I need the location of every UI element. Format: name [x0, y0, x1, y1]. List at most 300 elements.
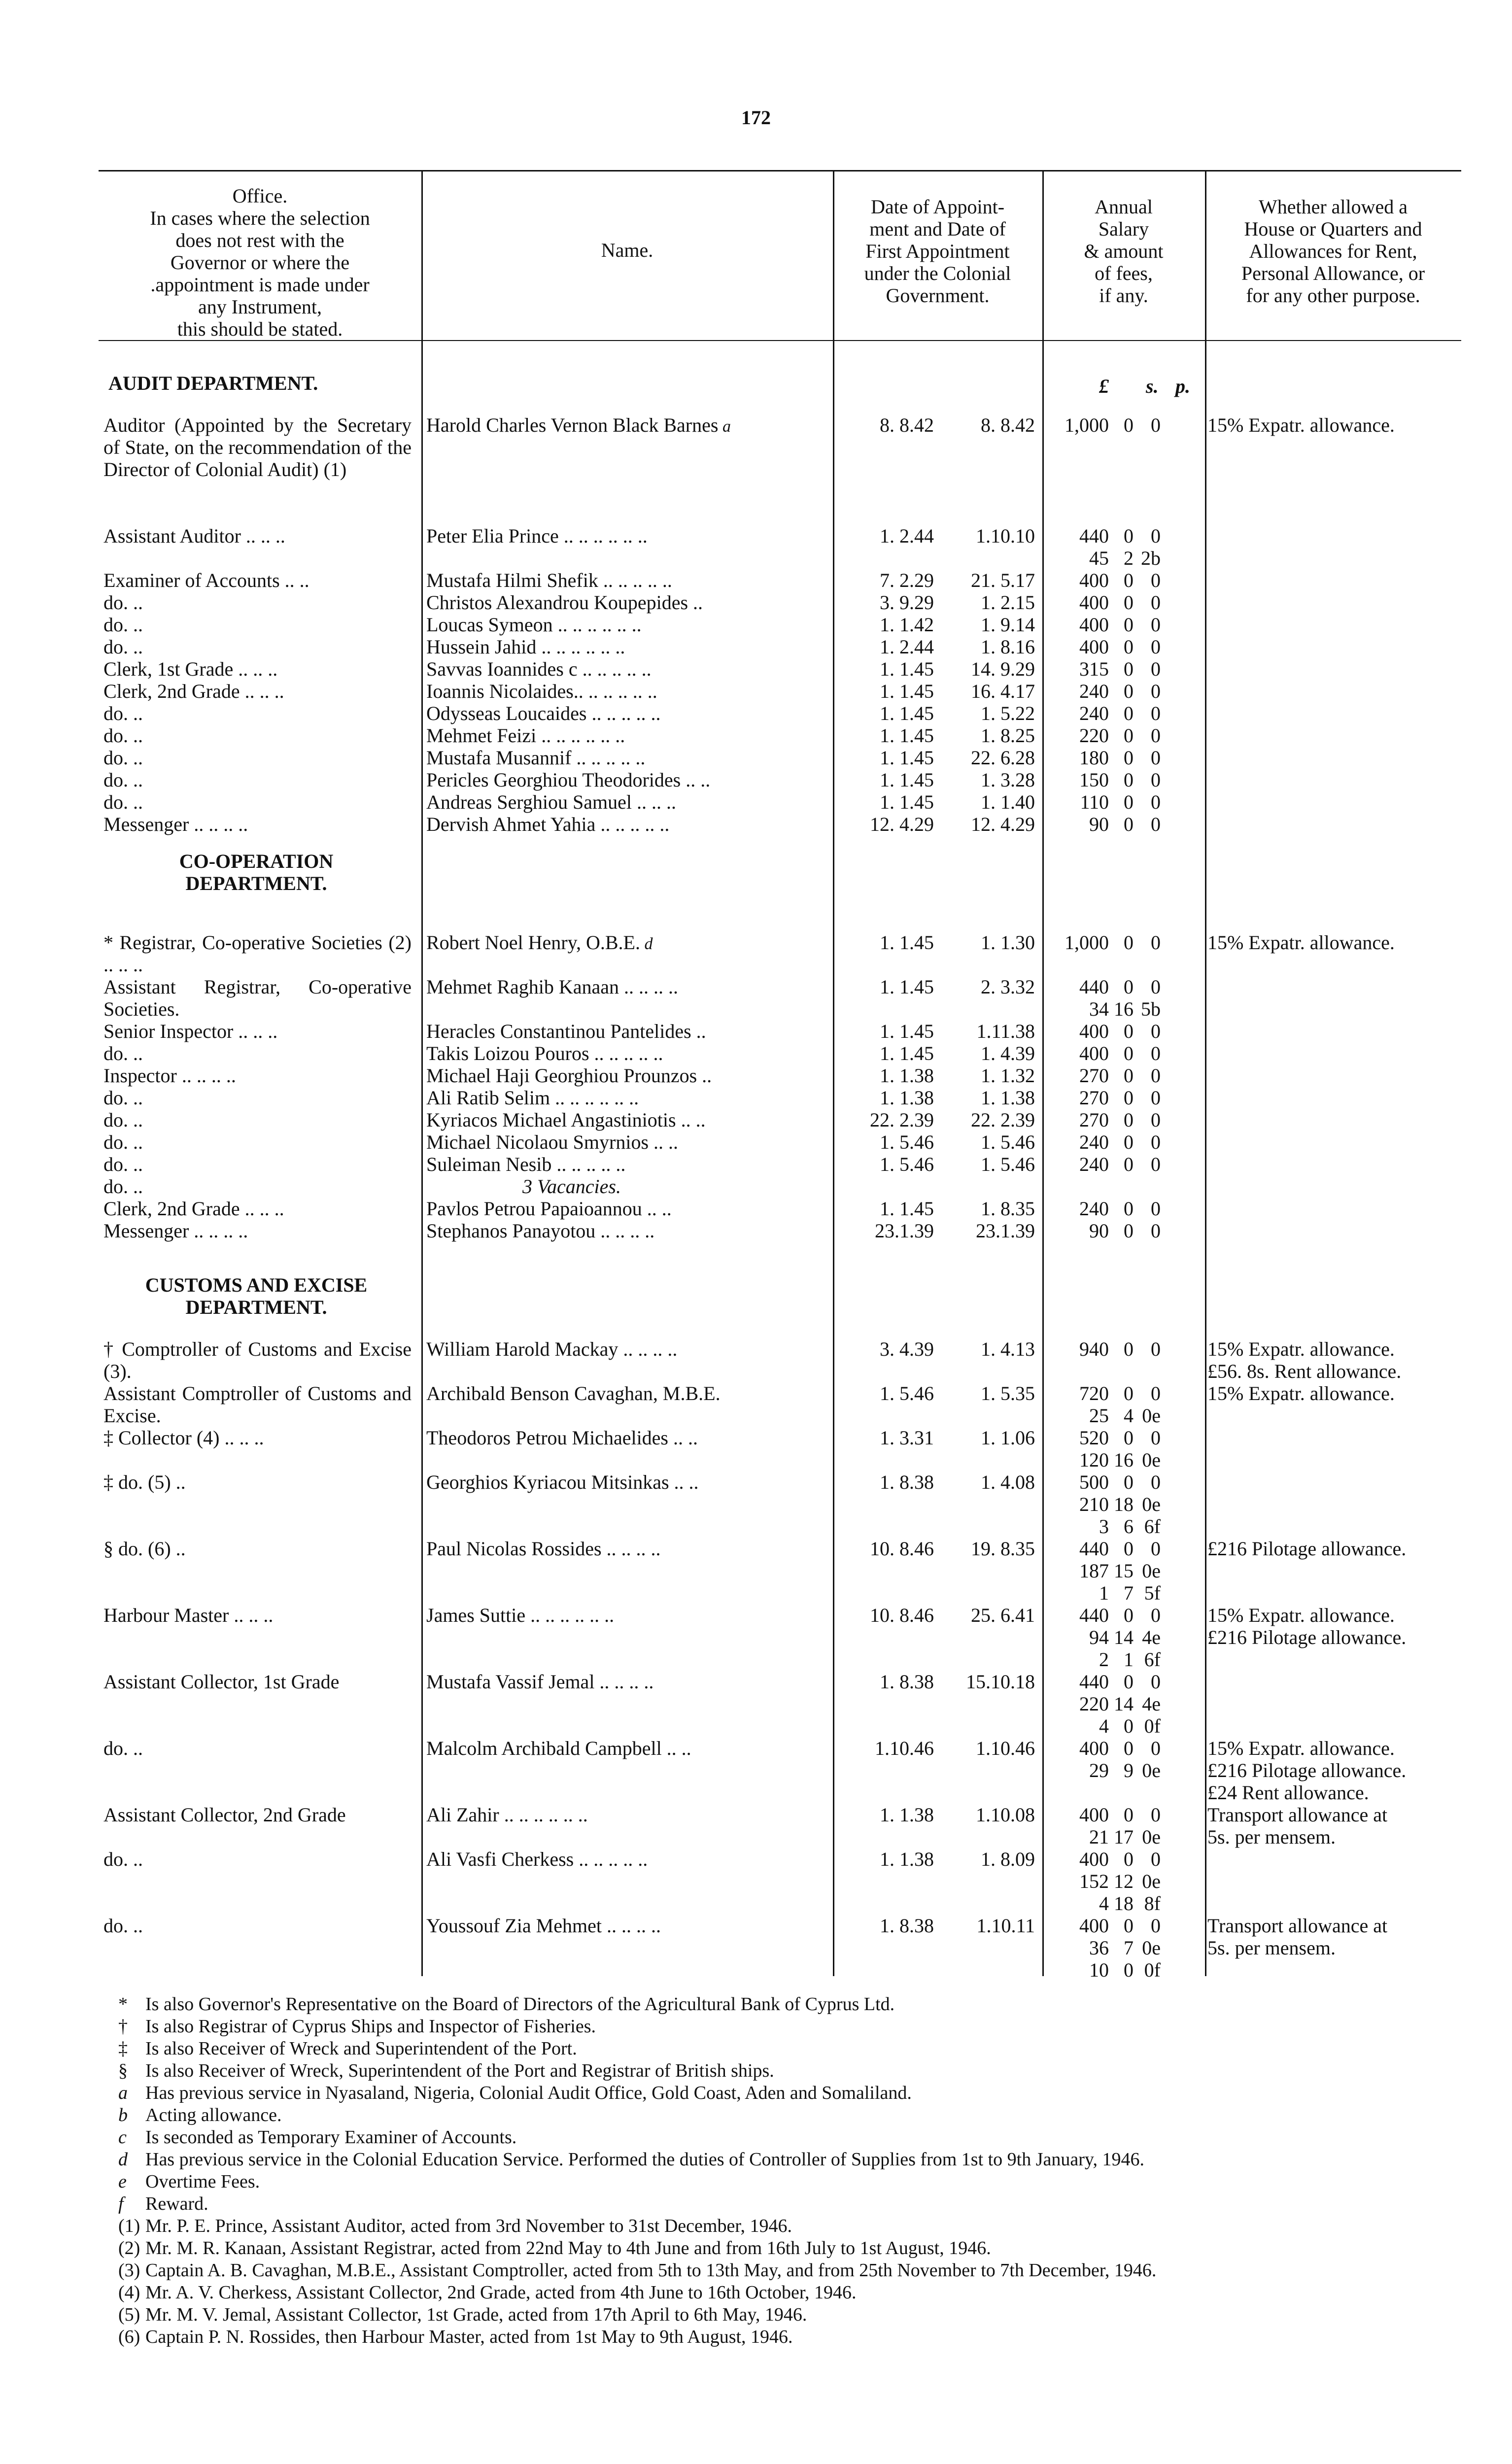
salary-pounds: 152	[1079, 1870, 1109, 1892]
salary-pounds: 270	[1079, 1064, 1109, 1087]
salary-cell	[1040, 1153, 1242, 1175]
salary-pe: 0	[1151, 614, 1161, 636]
salary-sh: 0	[1124, 1198, 1134, 1220]
footnote-text: Captain A. B. Cavaghan, M.B.E., Assistant Comptroller, acted from 5th to 13th May, and from 25th November to 7th December, 1946.	[145, 2260, 1157, 2281]
first-appointment-date-cell: 12. 4.29	[971, 813, 1035, 835]
allowance-line: 15% Expatr. allowance.	[1207, 1338, 1395, 1360]
salary-cell	[1040, 1087, 1242, 1109]
salary-sh: 14	[1114, 1693, 1134, 1715]
salary-pe: 0	[1151, 1737, 1161, 1759]
salary-pounds: 220	[1079, 724, 1109, 747]
appointment-date-cell: 1. 1.38	[880, 1087, 934, 1109]
footnote-marker: d	[118, 2149, 128, 2170]
first-appointment-date-cell: 1. 3.28	[981, 769, 1035, 791]
name-cell: Pericles Georghiou Theodorides .. ..	[426, 769, 711, 791]
allowance-cell	[1207, 1804, 1459, 1848]
salary-pounds: 240	[1079, 680, 1109, 702]
salary-pe: 0	[1151, 1915, 1161, 1937]
footnote-text: Is also Receiver of Wreck, Superintendent of the Port and Registrar of British ships.	[145, 2060, 774, 2081]
salary-pounds: 400	[1079, 569, 1109, 591]
first-appointment-date-cell: 1.10.46	[976, 1737, 1035, 1759]
salary-pe: 5b	[1141, 998, 1161, 1020]
salary-pe: 0	[1151, 1604, 1161, 1626]
appointment-date-cell: 1. 1.45	[880, 791, 934, 813]
salary-line	[1040, 813, 1242, 835]
footnote	[118, 2171, 1464, 2193]
office-cell: do. ..	[103, 724, 143, 747]
salary-pe: 0	[1151, 569, 1161, 591]
header-salary-line: of fees,	[1095, 262, 1153, 284]
salary-line	[1040, 1493, 1242, 1515]
office-cell: Assistant Registrar, Co-operative Societies.	[103, 976, 412, 1020]
appointment-date-cell: 10. 8.46	[870, 1604, 934, 1626]
header-dates-line: under the Colonial	[864, 262, 1011, 284]
footnote-marker: ‡	[118, 2038, 128, 2059]
office-cell: Assistant Collector, 1st Grade	[103, 1671, 340, 1693]
name-cell: Mustafa Musannif .. .. .. .. ..	[426, 747, 646, 769]
footnote-text: Mr. A. V. Cherkess, Assistant Collector, 2nd Grade, acted from 4th June to 16th October, 1946.	[145, 2282, 857, 2303]
appointment-date-cell: 1. 1.45	[880, 658, 934, 680]
salary-line	[1040, 658, 1242, 680]
salary-cell	[1040, 813, 1242, 835]
appointment-date-cell: 12. 4.29	[870, 813, 934, 835]
department-heading-audit	[108, 372, 404, 394]
salary-pe: 0	[1151, 1109, 1161, 1131]
salary-sh: 0	[1124, 658, 1134, 680]
office-cell: do. ..	[103, 1131, 143, 1153]
salary-sh: 14	[1114, 1626, 1134, 1648]
salary-pe: 0	[1151, 931, 1161, 954]
salary-pounds: 34	[1089, 998, 1109, 1020]
salary-pe: 0	[1151, 791, 1161, 813]
currency-pence: p.	[1175, 375, 1190, 397]
office-cell: Inspector .. .. .. ..	[103, 1064, 236, 1087]
staff-table	[99, 170, 1461, 1981]
footnote-text: Is also Receiver of Wreck and Superintendent of the Port.	[145, 2038, 577, 2059]
footnote-marker: (5)	[118, 2304, 140, 2325]
allowance-line: 15% Expatr. allowance.	[1207, 1382, 1395, 1404]
header-dates-line: First Appointment	[865, 240, 1010, 262]
salary-sh: 0	[1124, 702, 1134, 724]
footnote-marker: e	[118, 2171, 127, 2192]
salary-pe: 0e	[1142, 1560, 1161, 1582]
name-cell: Ali Zahir .. .. .. .. .. ..	[426, 1804, 588, 1826]
salary-pounds: 240	[1079, 1153, 1109, 1175]
appointment-date-cell: 1. 8.38	[880, 1471, 934, 1493]
office-cell: do. ..	[103, 1915, 143, 1937]
footnote-text: Is seconded as Temporary Examiner of Accounts.	[145, 2127, 517, 2148]
first-appointment-date-cell: 16. 4.17	[971, 680, 1035, 702]
first-appointment-date-cell: 1. 5.46	[981, 1153, 1035, 1175]
office-cell: Clerk, 1st Grade .. .. ..	[103, 658, 278, 680]
salary-sh: 0	[1124, 976, 1134, 998]
header-office-line: .appointment is made under	[150, 274, 370, 296]
salary-pounds: 440	[1079, 1604, 1109, 1626]
appointment-date-cell: 1. 1.45	[880, 769, 934, 791]
first-appointment-date-cell: 1. 1.32	[981, 1064, 1035, 1087]
first-appointment-date-cell: 1. 8.09	[981, 1848, 1035, 1870]
salary-pe: 0	[1151, 658, 1161, 680]
salary-line	[1040, 976, 1242, 998]
name-cell: Ali Vasfi Cherkess .. .. .. .. ..	[426, 1848, 648, 1870]
salary-pounds: 400	[1079, 1804, 1109, 1826]
salary-pe: 0e	[1142, 1937, 1161, 1959]
salary-pe: 0	[1151, 976, 1161, 998]
footnote-text: Overtime Fees.	[145, 2171, 260, 2192]
appointment-date-cell: 1. 1.45	[880, 680, 934, 702]
salary-pounds: 940	[1079, 1338, 1109, 1360]
header-salary-line: & amount	[1084, 240, 1164, 262]
name-cell: Mehmet Feizi .. .. .. .. .. ..	[426, 724, 625, 747]
salary-sh: 16	[1114, 998, 1134, 1020]
office-cell: ‡ do. (5) ..	[103, 1471, 186, 1493]
first-appointment-date-cell: 1.10.10	[976, 525, 1035, 547]
allowance-cell	[1207, 1538, 1459, 1560]
salary-pounds: 150	[1079, 769, 1109, 791]
currency-shillings: s.	[1146, 375, 1159, 397]
header-allowance-line: House or Quarters and	[1244, 218, 1422, 240]
allowance-cell	[1207, 931, 1459, 954]
salary-cell	[1040, 680, 1242, 702]
salary-cell	[1040, 1471, 1242, 1538]
salary-line	[1040, 1153, 1242, 1175]
salary-pounds: 270	[1079, 1109, 1109, 1131]
office-cell: Assistant Auditor .. .. ..	[103, 525, 285, 547]
first-appointment-date-cell: 1. 8.35	[981, 1198, 1035, 1220]
salary-sh: 0	[1124, 636, 1134, 658]
header-salary-line: if any.	[1099, 284, 1148, 307]
salary-cell	[1040, 658, 1242, 680]
salary-sh: 7	[1124, 1937, 1134, 1959]
office-cell: do. ..	[103, 591, 143, 614]
salary-line	[1040, 1404, 1242, 1427]
header-name-text: Name.	[601, 239, 653, 261]
footnote-text: Is also Governor's Representative on the Board of Directors of the Agricultural Bank of Cyprus Ltd.	[145, 1994, 895, 2015]
office-cell: do. ..	[103, 1737, 143, 1759]
allowance-cell	[1207, 414, 1459, 436]
salary-pounds: 400	[1079, 591, 1109, 614]
name-cell: Mustafa Vassif Jemal .. .. .. ..	[426, 1671, 654, 1693]
salary-cell	[1040, 1064, 1242, 1087]
salary-pounds: 210	[1079, 1493, 1109, 1515]
salary-line	[1040, 1648, 1242, 1671]
salary-pe: 0	[1151, 1671, 1161, 1693]
office-cell: do. ..	[103, 1042, 143, 1064]
salary-pounds: 4	[1099, 1715, 1109, 1737]
appointment-date-cell: 1. 1.45	[880, 976, 934, 998]
footnote-text: Mr. P. E. Prince, Assistant Auditor, acted from 3rd November to 31st December, 1946.	[145, 2216, 792, 2236]
salary-pe: 0	[1151, 680, 1161, 702]
name-cell: Heracles Constantinou Pantelides ..	[426, 1020, 706, 1042]
salary-pounds: 90	[1089, 813, 1109, 835]
salary-sh: 0	[1124, 1737, 1134, 1759]
first-appointment-date-cell: 1.11.38	[976, 1020, 1035, 1042]
appointment-date-cell: 1. 8.38	[880, 1915, 934, 1937]
first-appointment-date-cell: 1. 4.08	[981, 1471, 1035, 1493]
salary-line	[1040, 569, 1242, 591]
first-appointment-date-cell: 1. 8.25	[981, 724, 1035, 747]
appointment-date-cell: 1. 1.38	[880, 1804, 934, 1826]
salary-pounds: 1,000	[1065, 931, 1109, 954]
salary-sh: 0	[1124, 769, 1134, 791]
office-cell: do. ..	[103, 636, 143, 658]
allowance-cell	[1207, 1737, 1459, 1804]
allowance-line: 5s. per mensem.	[1207, 1826, 1336, 1848]
salary-sh: 0	[1124, 1427, 1134, 1449]
office-cell: do. ..	[103, 791, 143, 813]
salary-line	[1040, 1959, 1242, 1981]
appointment-date-cell: 3. 4.39	[880, 1338, 934, 1360]
office-cell: Senior Inspector .. .. ..	[103, 1020, 278, 1042]
salary-sh: 0	[1124, 747, 1134, 769]
salary-line	[1040, 1870, 1242, 1892]
allowance-line: 15% Expatr. allowance.	[1207, 1737, 1395, 1759]
office-cell: do. ..	[103, 1848, 143, 1870]
salary-sh: 0	[1124, 1604, 1134, 1626]
salary-cell	[1040, 636, 1242, 658]
office-cell: Assistant Comptroller of Customs and Excise.	[103, 1382, 412, 1427]
salary-cell	[1040, 1671, 1242, 1737]
first-appointment-date-cell: 22. 6.28	[971, 747, 1035, 769]
salary-pe: 0	[1151, 1087, 1161, 1109]
salary-line	[1040, 1471, 1242, 1493]
salary-pe: 0	[1151, 702, 1161, 724]
office-cell: do. ..	[103, 614, 143, 636]
appointment-date-cell: 1. 1.45	[880, 931, 934, 954]
name-cell: Pavlos Petrou Papaioannou .. ..	[426, 1198, 672, 1220]
allowance-cell	[1207, 1604, 1459, 1648]
salary-sh: 0	[1124, 1338, 1134, 1360]
first-appointment-date-cell: 1. 5.46	[981, 1131, 1035, 1153]
salary-line	[1040, 1198, 1242, 1220]
salary-pe: 0	[1151, 813, 1161, 835]
allowance-cell	[1207, 1338, 1459, 1382]
salary-pe: 0f	[1144, 1715, 1161, 1737]
department-heading-line: CO-OPERATION	[179, 850, 334, 872]
salary-pe: 0e	[1142, 1404, 1161, 1427]
salary-pounds: 400	[1079, 1020, 1109, 1042]
office-cell: Auditor (Appointed by the Secretary of State, on the recommendation of the Director of Colonial Audit) (1)	[103, 414, 412, 480]
appointment-date-cell: 1. 2.44	[880, 636, 934, 658]
header-office-line: Governor or where the	[170, 251, 350, 274]
appointment-date-cell: 1. 2.44	[880, 525, 934, 547]
salary-sh: 17	[1114, 1826, 1134, 1848]
salary-sh: 0	[1124, 1915, 1134, 1937]
footnote-marker: §	[118, 2060, 128, 2081]
salary-line	[1040, 724, 1242, 747]
salary-pounds: 440	[1079, 1538, 1109, 1560]
allowance-line: 15% Expatr. allowance.	[1207, 931, 1395, 954]
office-cell: * Registrar, Co-operative Societies (2) .. .. ..	[103, 931, 412, 976]
salary-sh: 0	[1124, 614, 1134, 636]
footnote	[118, 2259, 1464, 2282]
appointment-date-cell: 1. 1.45	[880, 724, 934, 747]
name-cell: Paul Nicolas Rossides .. .. .. ..	[426, 1538, 661, 1560]
salary-line	[1040, 680, 1242, 702]
first-appointment-date-cell: 1. 5.22	[981, 702, 1035, 724]
salary-cell	[1040, 1198, 1242, 1220]
salary-pe: 0	[1151, 1131, 1161, 1153]
salary-sh: 0	[1124, 1959, 1134, 1981]
appointment-date-cell: 1. 1.45	[880, 702, 934, 724]
name-cell: Mehmet Raghib Kanaan .. .. .. ..	[426, 976, 678, 998]
first-appointment-date-cell: 14. 9.29	[971, 658, 1035, 680]
footnote-marker: *	[118, 1994, 128, 2015]
salary-sh: 9	[1124, 1759, 1134, 1781]
salary-pe: 0e	[1142, 1759, 1161, 1781]
salary-pe: 0	[1151, 636, 1161, 658]
header-office-line: does not rest with the	[175, 229, 344, 251]
salary-pounds: 1	[1099, 1582, 1109, 1604]
allowance-line: £216 Pilotage allowance.	[1207, 1759, 1407, 1781]
salary-pe: 4e	[1142, 1626, 1161, 1648]
header-office-line: any Instrument,	[198, 296, 322, 318]
salary-pe: 0	[1151, 1220, 1161, 1242]
footnote-text: Acting allowance.	[145, 2105, 282, 2125]
office-cell: Assistant Collector, 2nd Grade	[103, 1804, 346, 1826]
salary-cell	[1040, 1427, 1242, 1471]
footnote-mark: d	[640, 935, 653, 953]
footnote-marker: (1)	[118, 2216, 140, 2236]
salary-cell	[1040, 569, 1242, 591]
salary-sh: 0	[1124, 1715, 1134, 1737]
footnote-text: Reward.	[145, 2193, 208, 2214]
appointment-date-cell: 1.10.46	[875, 1737, 934, 1759]
salary-sh: 7	[1124, 1582, 1134, 1604]
appointment-date-cell: 1. 1.45	[880, 1020, 934, 1042]
salary-pe: 0	[1151, 1848, 1161, 1870]
salary-cell	[1040, 702, 1242, 724]
office-cell: do. ..	[103, 1153, 143, 1175]
name-cell: Mustafa Hilmi Shefik .. .. .. .. ..	[426, 569, 672, 591]
salary-pe: 0	[1151, 724, 1161, 747]
office-cell: do. ..	[103, 1087, 143, 1109]
salary-pe: 0	[1151, 1198, 1161, 1220]
footnote	[118, 2193, 1464, 2215]
appointment-date-cell: 1. 1.45	[880, 747, 934, 769]
footnote	[118, 2038, 1464, 2060]
salary-line	[1040, 614, 1242, 636]
name-cell: Ali Ratib Selim .. .. .. .. .. ..	[426, 1087, 639, 1109]
footnote	[118, 2215, 1464, 2237]
first-appointment-date-cell: 1. 2.15	[981, 591, 1035, 614]
footnote-marker: (6)	[118, 2327, 140, 2347]
salary-sh: 1	[1124, 1648, 1134, 1671]
footnote-marker: (3)	[118, 2260, 140, 2281]
salary-cell	[1040, 791, 1242, 813]
allowance-line: £56. 8s. Rent allowance.	[1207, 1360, 1402, 1382]
salary-pounds: 400	[1079, 1042, 1109, 1064]
first-appointment-date-cell: 1. 9.14	[981, 614, 1035, 636]
name-cell: Kyriacos Michael Angastiniotis .. ..	[426, 1109, 706, 1131]
first-appointment-date-cell: 2. 3.32	[981, 976, 1035, 998]
salary-pe: 5f	[1144, 1582, 1161, 1604]
department-heading-cooperation	[108, 850, 404, 894]
office-cell: do. ..	[103, 769, 143, 791]
allowance-cell	[1207, 1382, 1459, 1404]
footnote	[118, 2237, 1464, 2259]
footnote	[118, 2326, 1464, 2348]
salary-sh: 0	[1124, 1020, 1134, 1042]
salary-cell	[1040, 1109, 1242, 1131]
footnote-marker: (4)	[118, 2282, 140, 2303]
appointment-date-cell: 1. 1.45	[880, 1042, 934, 1064]
column-divider	[833, 170, 834, 1976]
office-cell: do. ..	[103, 747, 143, 769]
salary-line	[1040, 1515, 1242, 1538]
appointment-date-cell: 1. 8.38	[880, 1671, 934, 1693]
salary-line	[1040, 1582, 1242, 1604]
footnote	[118, 2104, 1464, 2126]
salary-pe: 0	[1151, 414, 1161, 436]
footnote-marker: f	[118, 2193, 124, 2214]
name-cell: William Harold Mackay .. .. .. ..	[426, 1338, 678, 1360]
name-cell: Archibald Benson Cavaghan, M.B.E.	[426, 1382, 721, 1404]
appointment-date-cell: 1. 5.46	[880, 1153, 934, 1175]
salary-pe: 4e	[1142, 1693, 1161, 1715]
salary-line	[1040, 1131, 1242, 1153]
department-heading-customs	[108, 1274, 404, 1318]
footnote-text: Has previous service in Nyasaland, Nigeria, Colonial Audit Office, Gold Coast, Aden and Somaliland.	[145, 2083, 912, 2103]
appointment-date-cell: 7. 2.29	[880, 569, 934, 591]
salary-sh: 0	[1124, 1064, 1134, 1087]
salary-pe: 6f	[1144, 1515, 1161, 1538]
name-cell: Michael Haji Georghiou Prounzos ..	[426, 1064, 712, 1087]
first-appointment-date-cell: 21. 5.17	[971, 569, 1035, 591]
department-heading-line: DEPARTMENT.	[185, 872, 327, 894]
salary-pounds: 94	[1089, 1626, 1109, 1648]
salary-pounds: 180	[1079, 747, 1109, 769]
name-cell: Michael Nicolaou Smyrnios .. ..	[426, 1131, 679, 1153]
first-appointment-date-cell: 8. 8.42	[981, 414, 1035, 436]
footnote-text: Has previous service in the Colonial Education Service. Performed the duties of Controller of Supplies from 1st to 9th January, 1946.	[145, 2149, 1144, 2170]
header-allowance-line: Allowances for Rent,	[1249, 240, 1417, 262]
first-appointment-date-cell: 1. 4.39	[981, 1042, 1035, 1064]
salary-line	[1040, 769, 1242, 791]
salary-sh: 0	[1124, 1220, 1134, 1242]
name-cell: James Suttie .. .. .. .. .. ..	[426, 1604, 615, 1626]
salary-line	[1040, 1560, 1242, 1582]
salary-pounds: 187	[1079, 1560, 1109, 1582]
header-name	[421, 239, 833, 261]
allowance-line: 5s. per mensem.	[1207, 1937, 1336, 1959]
office-cell: do. ..	[103, 702, 143, 724]
appointment-date-cell: 22. 2.39	[870, 1109, 934, 1131]
name-cell: 3 Vacancies.	[522, 1175, 621, 1198]
salary-line	[1040, 702, 1242, 724]
salary-pe: 2b	[1141, 547, 1161, 569]
salary-line	[1040, 1427, 1242, 1449]
salary-pe: 0	[1151, 1427, 1161, 1449]
salary-line	[1040, 1715, 1242, 1737]
salary-cell	[1040, 1131, 1242, 1153]
salary-sh: 0	[1124, 1109, 1134, 1131]
salary-sh: 0	[1124, 813, 1134, 835]
salary-cell	[1040, 976, 1242, 1020]
salary-sh: 0	[1124, 724, 1134, 747]
salary-pounds: 10	[1089, 1959, 1109, 1981]
first-appointment-date-cell: 25. 6.41	[971, 1604, 1035, 1626]
currency-pounds: £	[1099, 375, 1109, 397]
salary-pe: 0e	[1142, 1449, 1161, 1471]
footnotes	[118, 1993, 1464, 2348]
salary-cell	[1040, 769, 1242, 791]
office-cell: ‡ Collector (4) .. .. ..	[103, 1427, 264, 1449]
salary-cell	[1040, 724, 1242, 747]
footnote	[118, 2282, 1464, 2304]
allowance-cell	[1207, 1915, 1459, 1959]
appointment-date-cell: 1. 1.42	[880, 614, 934, 636]
